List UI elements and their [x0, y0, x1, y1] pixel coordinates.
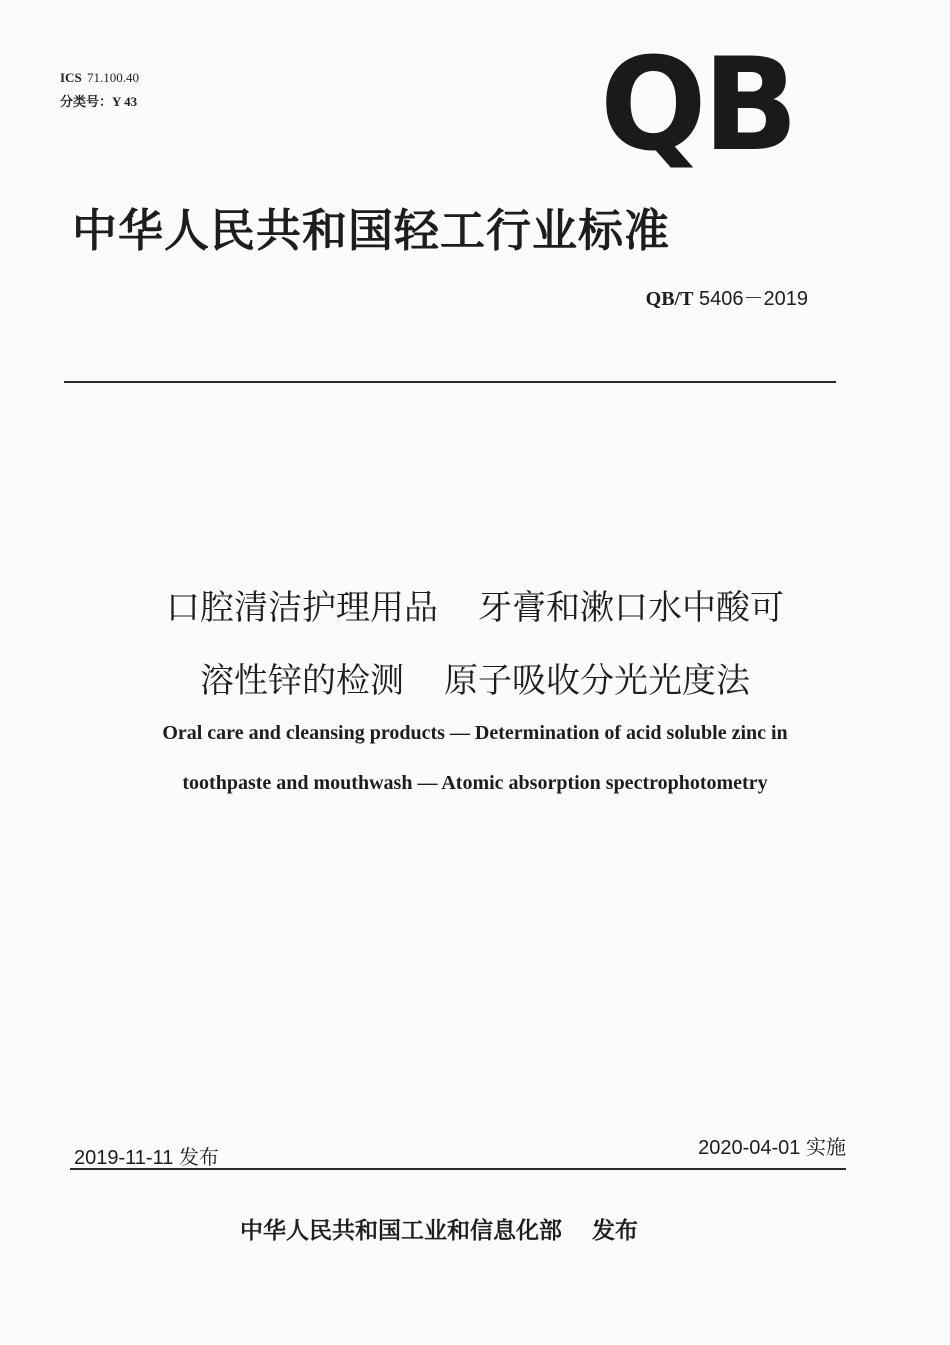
publish-label: 发布: [592, 1218, 638, 1244]
ics-label: ICS: [60, 70, 82, 85]
top-divider: [64, 381, 836, 383]
chinese-title-segment: 口腔清洁护理用品: [166, 588, 438, 628]
industry-standard-title: 中华人民共和国轻工行业标准: [72, 204, 671, 257]
classification-block: [60, 66, 139, 114]
standard-code: 5406－2019: [699, 288, 808, 310]
implementation-date: 2020-04-01 实施: [698, 1137, 846, 1159]
english-title-line-1: Oral care and cleansing products — Determination of acid soluble zinc in: [162, 722, 788, 744]
standard-prefix: QB/T: [645, 288, 694, 310]
issue-date: 2019-11-11 发布: [74, 1147, 219, 1169]
standard-number: [646, 282, 808, 311]
qb-logo: QB: [600, 31, 795, 180]
bottom-divider: [70, 1168, 846, 1170]
ics-line: [60, 66, 139, 90]
ics-code: 71.100.40: [86, 70, 139, 85]
chinese-title-line-1: [0, 580, 950, 629]
chinese-title-segment: 原子吸收分光光度法: [444, 661, 750, 701]
chinese-title-segment: 溶性锌的检测: [200, 661, 404, 701]
publisher-name: 中华人民共和国工业和信息化部: [240, 1218, 562, 1244]
english-title-line-2: toothpaste and mouthwash — Atomic absorption spectrophotometry: [182, 772, 768, 794]
chinese-title-segment: 牙膏和漱口水中酸可: [478, 588, 784, 628]
chinese-title-line-2: [0, 653, 950, 702]
publisher: [240, 1212, 638, 1245]
classification-number: 分类号：Y 43: [60, 94, 138, 109]
